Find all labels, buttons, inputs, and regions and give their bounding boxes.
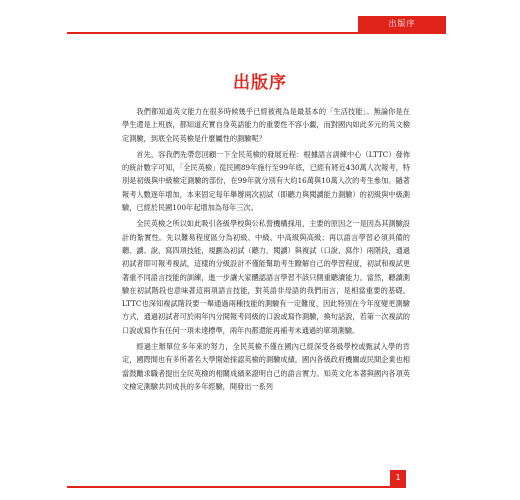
paragraph: 經過主辦單位多年來的努力，全民英檢不僅在國內已經深受各級學校或甄試入學的肯定，國際間也有多所著名大學開始採認英檢的測驗成績。國內各級政府機關或民間企業也相當鼓勵求職者提出全民英檢的相關成績來證明自己的語言實力。知英文化本著與國內各項英文檢定測驗共同成長的多年經驗，開發出一系列 bbox=[122, 342, 410, 391]
footer-rule bbox=[67, 486, 406, 488]
paragraph: 首先，容我們先帶您回顧一下全民英檢的發展近程：根據語言訓練中心（LTTC）發佈的統計數字可知，「全民英檢」從民國89年施行至99年底，已經有將近430萬人次報考，特別是初級與中級檢定測驗的部份，在99年就分別有大約16萬與10萬人次的考生參加。隨著報考人數逐年增加，本來固定每年舉辦兩次初試（即聽力與閱讀能力測驗）的初級與中級測驗，已經於民國100年起增加為每年三次。 bbox=[122, 149, 410, 213]
paragraph: 全民英檢之所以如此吸引各級學校與公私營機構採用，主要的原因之一是因為其測驗設計的紮實性。先以難易程度區分為初級、中級、中高級與高級；再以語言學習必須具備的聽、讀、說、寫四項技能，規劃為初試（聽力、閱讀）與複試（口說、寫作）兩階段，通過初試者即可報考複試，這樣的分級設計不僅能幫助考生瞭解自己的學習程度，初試和複試更著重不同語言技能的訓練，進一步讓大家體認語言學習不該只側重聽讀能力。當然，聽讀測驗在初試階段也意味著這兩項語言技能，對英語非母語的我們而言，是相當重要的基礎。LTTC也深知複試階段要一舉通過兩種技能的測驗有一定難度，因此特別在今年度變更測驗方式，通過初試者可於兩年內分開報考同級的口說或寫作測驗，換句話說，若第一次複試的口說或寫作有任何一項未達標準，兩年內都還能再補考未通過的單項測驗。 bbox=[122, 219, 410, 335]
section-tab: 出版序 bbox=[358, 16, 446, 32]
paragraph: 我們都知道英文能力在很多時候幾乎已經被視為是最基本的「生活技能」。無論你是在學生還是上班族，都知道充實自身英語能力的重要性不容小覷，而對國內如此多元的英文檢定測驗，到底全民英檢是什麼屬性的測驗呢？ bbox=[122, 107, 410, 143]
page-title: 出版序 bbox=[233, 73, 287, 93]
page-number: 1 bbox=[390, 470, 406, 486]
header-rule bbox=[67, 32, 446, 34]
body-text bbox=[122, 105, 410, 396]
